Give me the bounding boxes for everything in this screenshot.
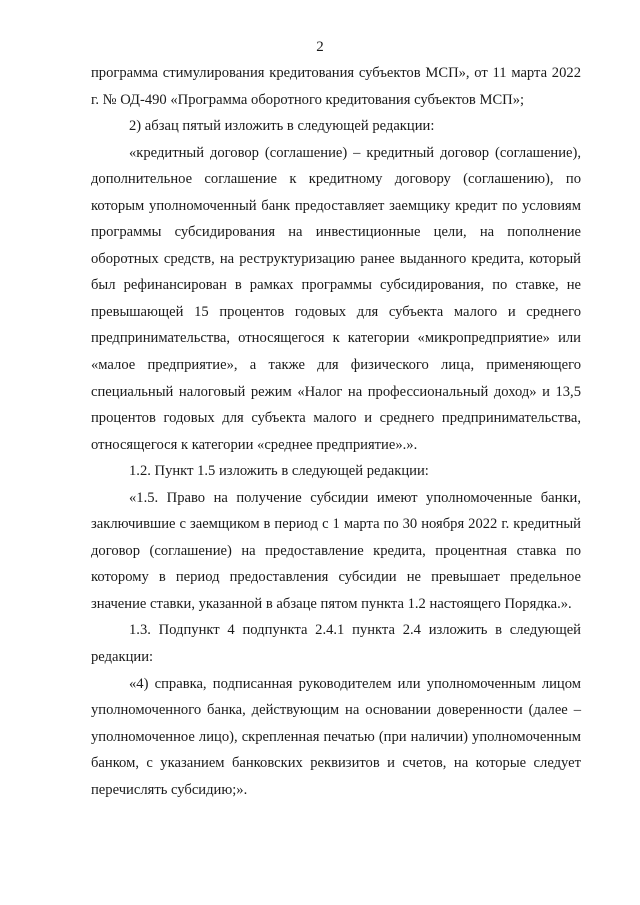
paragraph-item-1-2: 1.2. Пункт 1.5 изложить в следующей редакции: <box>129 463 429 480</box>
paragraph-subitem-4: «4) справка, подписанная руководителем или уполномоченным лицом уполномоченного банка, действующим на основании доверенности (далее – уполномоченное лицо), скрепленная печатью (при наличии) уполномоченным банком, с указанием банковских реквизитов и счетов, на которые следует перечислять субсидию;». <box>91 675 581 798</box>
paragraph-item-2: 2) абзац пятый изложить в следующей редакции: <box>129 118 435 135</box>
paragraph-item-1-3: 1.3. Подпункт 4 подпункта 2.4.1 пункта 2.4 изложить в следующей редакции: <box>91 622 581 666</box>
paragraph-continuation: программа стимулирования кредитования субъектов МСП», от 11 марта 2022 г. № ОД-490 «Программа оборотного кредитования субъектов МСП»; <box>91 65 581 108</box>
page-number: 2 <box>316 39 324 55</box>
document-body <box>91 60 581 803</box>
paragraph-credit-agreement-definition: «кредитный договор (соглашение) – кредитный договор (соглашение), дополнительное соглашение к кредитному договору (соглашению), по которым уполномоченный банк предоставляет заемщику кредит по условиям программы субсидирования на инвестиционные цели, на пополнение оборотных средств, на реструктуризацию ранее выданного кредита, который был рефинансирован в рамках программы субсидирования, по ставке, не превышающей 15 процентов годовых для субъекта малого и среднего предпринимательства, относящегося к категории «микропредприятие» или «малое предприятие», а также для физического лица, применяющего специальный налоговый режим «Налог на профессиональный доход» и 13,5 процентов годовых для субъекта малого и среднего предпринимательства, относящегося к категории «среднее предприятие».». <box>91 144 581 453</box>
paragraph-point-1-5: «1.5. Право на получение субсидии имеют уполномоченные банки, заключившие с заемщиком в период с 1 марта по 30 ноября 2022 г. кредитный договор (соглашение) на предоставление кредита, процентная ставка по которому в период предоставления субсидии не превышает предельное значение ставки, указанной в абзаце пятом пункта 1.2 настоящего Порядка.». <box>91 489 581 612</box>
